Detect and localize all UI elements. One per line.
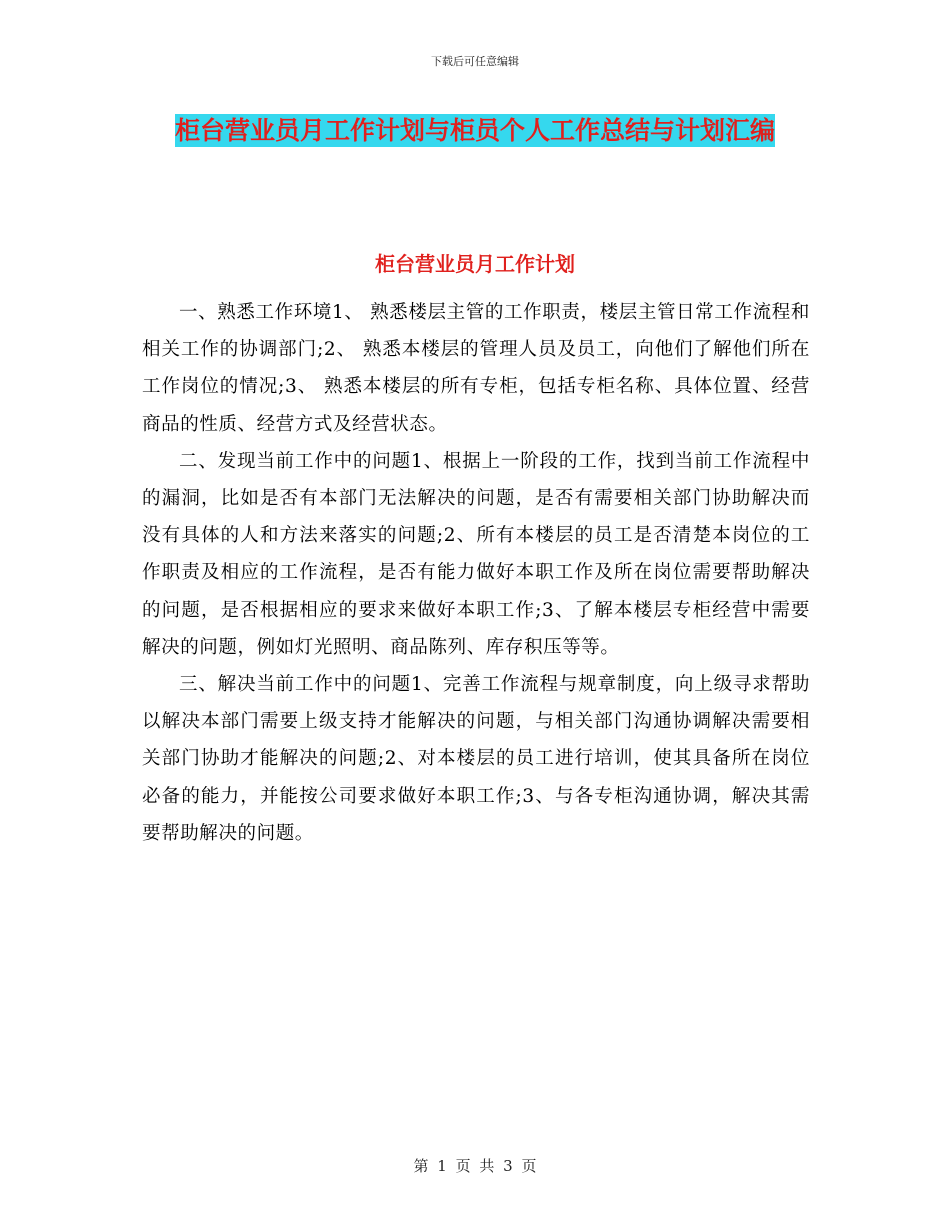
section-title: 柜台营业员月工作计划 [375, 252, 575, 276]
page-number-footer: 第 1 页 共 3 页 [413, 1157, 537, 1175]
document-title: 柜台营业员月工作计划与柜员个人工作总结与计划汇编 [174, 116, 775, 145]
paragraph-1: 一、熟悉工作环境1、 熟悉楼层主管的工作职责，楼层主管日常工作流程和相关工作的协调部门;2、 熟悉本楼层的管理人员及员工，向他们了解他们所在工作岗位的情况;3、 熟悉本楼层的所有专柜，包括专柜名称、具体位置、经营商品的性质、经营方式及经营状态。 [142, 302, 810, 435]
header-note: 下载后可任意编辑 [431, 55, 519, 68]
document-title-block [140, 108, 810, 157]
document-body [142, 294, 810, 852]
paragraph-3: 三、解决当前工作中的问题1、完善工作流程与规章制度，向上级寻求帮助以解决本部门需要上级支持才能解决的问题，与相关部门沟通协调解决需要相关部门协助才能解决的问题;2、对本楼层的员工进行培训，使其具备所在岗位必备的能力，并能按公司要求做好本职工作;3、与各专柜沟通协调，解决其需要帮助解决的问题。 [142, 674, 810, 844]
paragraph-2: 二、发现当前工作中的问题1、根据上一阶段的工作，找到当前工作流程中的漏洞，比如是否有本部门无法解决的问题，是否有需要相关部门协助解决而没有具体的人和方法来落实的问题;2、所有本楼层的员工是否清楚本岗位的工作职责及相应的工作流程，是否有能力做好本职工作及所在岗位需要帮助解决的问题，是否根据相应的要求来做好本职工作;3、了解本楼层专柜经营中需要解决的问题，例如灯光照明、商品陈列、库存积压等等。 [142, 450, 810, 658]
